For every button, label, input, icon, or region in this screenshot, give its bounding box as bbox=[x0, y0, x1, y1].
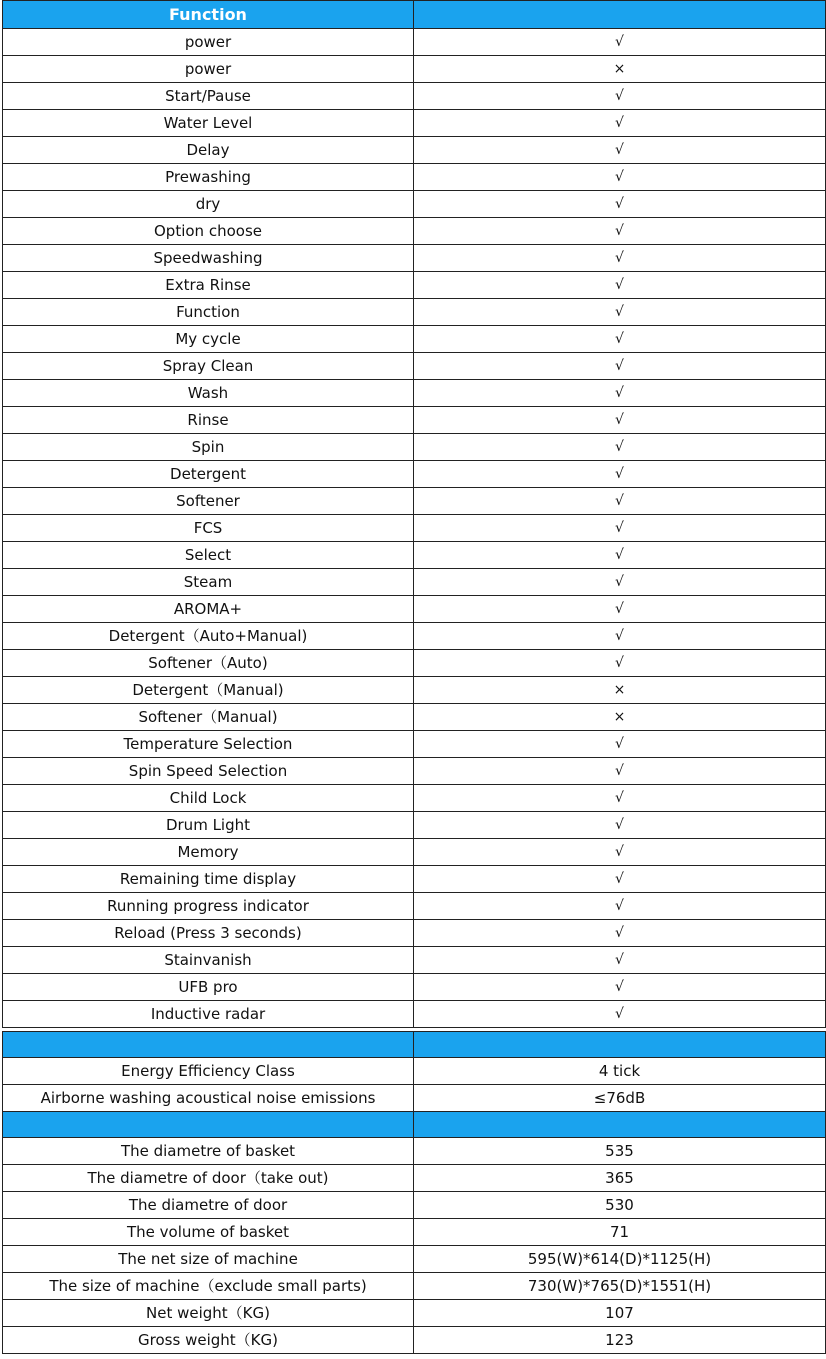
spec-value: √ bbox=[414, 272, 826, 299]
dimension-row bbox=[3, 1246, 826, 1273]
spec-value: 530 bbox=[414, 1192, 826, 1219]
spec-value: 123 bbox=[414, 1327, 826, 1354]
spec-value: √ bbox=[414, 488, 826, 515]
energy-header-row-cell bbox=[414, 1032, 826, 1058]
function-row bbox=[3, 164, 826, 191]
spec-label: Spin Speed Selection bbox=[3, 758, 414, 785]
function-header-label: Function bbox=[3, 1, 414, 29]
spec-label: Detergent（Auto+Manual) bbox=[3, 623, 414, 650]
energy-header-row-cell bbox=[3, 1032, 414, 1058]
spec-label: Speedwashing bbox=[3, 245, 414, 272]
dimension-row bbox=[3, 1138, 826, 1165]
spec-value: √ bbox=[414, 866, 826, 893]
spec-value: √ bbox=[414, 623, 826, 650]
function-row bbox=[3, 461, 826, 488]
spec-value: √ bbox=[414, 218, 826, 245]
spec-value: √ bbox=[414, 407, 826, 434]
function-row bbox=[3, 704, 826, 731]
spec-label: Reload (Press 3 seconds) bbox=[3, 920, 414, 947]
spec-label: Airborne washing acoustical noise emissions bbox=[3, 1085, 414, 1112]
spec-table-body bbox=[3, 1, 826, 1354]
spec-label: Detergent（Manual) bbox=[3, 677, 414, 704]
spec-label: Detergent bbox=[3, 461, 414, 488]
spec-value: √ bbox=[414, 353, 826, 380]
spec-value: 365 bbox=[414, 1165, 826, 1192]
spec-label: Extra Rinse bbox=[3, 272, 414, 299]
spec-value: √ bbox=[414, 83, 826, 110]
spec-label: Energy Efficiency Class bbox=[3, 1058, 414, 1085]
spec-value: √ bbox=[414, 596, 826, 623]
spec-value: √ bbox=[414, 29, 826, 56]
spec-label: UFB pro bbox=[3, 974, 414, 1001]
spec-label: Steam bbox=[3, 569, 414, 596]
spec-value: √ bbox=[414, 137, 826, 164]
function-row bbox=[3, 83, 826, 110]
function-row bbox=[3, 191, 826, 218]
function-row bbox=[3, 137, 826, 164]
spec-value: √ bbox=[414, 974, 826, 1001]
spec-value: √ bbox=[414, 812, 826, 839]
function-row bbox=[3, 29, 826, 56]
spec-value: √ bbox=[414, 326, 826, 353]
spec-label: Gross weight（KG) bbox=[3, 1327, 414, 1354]
dimension-row bbox=[3, 1300, 826, 1327]
dimension-row bbox=[3, 1192, 826, 1219]
energy-row bbox=[3, 1085, 826, 1112]
spec-value: √ bbox=[414, 569, 826, 596]
spec-value: √ bbox=[414, 542, 826, 569]
spec-value: √ bbox=[414, 299, 826, 326]
spec-value: √ bbox=[414, 515, 826, 542]
spec-value: 595(W)*614(D)*1125(H) bbox=[414, 1246, 826, 1273]
function-row bbox=[3, 758, 826, 785]
spec-value: √ bbox=[414, 1001, 826, 1028]
function-header-row bbox=[3, 1, 826, 29]
spec-label: The diametre of basket bbox=[3, 1138, 414, 1165]
spec-value: ≤76dB bbox=[414, 1085, 826, 1112]
spec-label: Spray Clean bbox=[3, 353, 414, 380]
spec-value: √ bbox=[414, 893, 826, 920]
spec-label: Net weight（KG) bbox=[3, 1300, 414, 1327]
spec-value: × bbox=[414, 677, 826, 704]
spec-label: Stainvanish bbox=[3, 947, 414, 974]
spec-label: Wash bbox=[3, 380, 414, 407]
function-row bbox=[3, 299, 826, 326]
spec-label: The volume of basket bbox=[3, 1219, 414, 1246]
spec-label: Softener（Auto) bbox=[3, 650, 414, 677]
function-row bbox=[3, 569, 826, 596]
spec-label: Select bbox=[3, 542, 414, 569]
function-row bbox=[3, 542, 826, 569]
function-row bbox=[3, 866, 826, 893]
spec-value: × bbox=[414, 704, 826, 731]
spec-label: Spin bbox=[3, 434, 414, 461]
spec-label: Start/Pause bbox=[3, 83, 414, 110]
spec-value: 4 tick bbox=[414, 1058, 826, 1085]
spec-value: √ bbox=[414, 758, 826, 785]
spec-value: √ bbox=[414, 245, 826, 272]
spec-value: √ bbox=[414, 947, 826, 974]
spec-value: 535 bbox=[414, 1138, 826, 1165]
function-row bbox=[3, 677, 826, 704]
function-row bbox=[3, 785, 826, 812]
spec-label: dry bbox=[3, 191, 414, 218]
function-row bbox=[3, 812, 826, 839]
spec-label: Delay bbox=[3, 137, 414, 164]
spec-value: √ bbox=[414, 164, 826, 191]
function-row bbox=[3, 380, 826, 407]
spec-label: Child Lock bbox=[3, 785, 414, 812]
function-row bbox=[3, 731, 826, 758]
spec-value: 71 bbox=[414, 1219, 826, 1246]
spec-value: 730(W)*765(D)*1551(H) bbox=[414, 1273, 826, 1300]
spec-label: My cycle bbox=[3, 326, 414, 353]
function-row bbox=[3, 326, 826, 353]
dimensions-header-row-cell bbox=[3, 1112, 414, 1138]
spec-label: Inductive radar bbox=[3, 1001, 414, 1028]
function-row bbox=[3, 245, 826, 272]
function-row bbox=[3, 839, 826, 866]
spec-value: √ bbox=[414, 785, 826, 812]
dimension-row bbox=[3, 1165, 826, 1192]
function-row bbox=[3, 110, 826, 137]
spec-label: Water Level bbox=[3, 110, 414, 137]
dimensions-header-row-cell bbox=[414, 1112, 826, 1138]
spec-value: √ bbox=[414, 191, 826, 218]
spec-label: The net size of machine bbox=[3, 1246, 414, 1273]
spec-label: Prewashing bbox=[3, 164, 414, 191]
dimension-row bbox=[3, 1273, 826, 1300]
spec-label: Running progress indicator bbox=[3, 893, 414, 920]
spec-value: 107 bbox=[414, 1300, 826, 1327]
spec-label: FCS bbox=[3, 515, 414, 542]
function-row bbox=[3, 947, 826, 974]
spec-label: power bbox=[3, 29, 414, 56]
function-row bbox=[3, 218, 826, 245]
function-row bbox=[3, 407, 826, 434]
spec-value: × bbox=[414, 56, 826, 83]
spec-value: √ bbox=[414, 380, 826, 407]
dimension-row bbox=[3, 1327, 826, 1354]
function-row bbox=[3, 434, 826, 461]
spec-label: Remaining time display bbox=[3, 866, 414, 893]
spec-label: Memory bbox=[3, 839, 414, 866]
spec-value: √ bbox=[414, 839, 826, 866]
function-row bbox=[3, 650, 826, 677]
spec-value: √ bbox=[414, 461, 826, 488]
spec-value: √ bbox=[414, 920, 826, 947]
energy-row bbox=[3, 1058, 826, 1085]
function-row bbox=[3, 596, 826, 623]
spec-value: √ bbox=[414, 110, 826, 137]
function-row bbox=[3, 920, 826, 947]
dimension-row bbox=[3, 1219, 826, 1246]
spec-label: Option choose bbox=[3, 218, 414, 245]
spec-label: The diametre of door（take out) bbox=[3, 1165, 414, 1192]
spec-label: Temperature Selection bbox=[3, 731, 414, 758]
function-row bbox=[3, 1001, 826, 1028]
spec-label: Softener bbox=[3, 488, 414, 515]
spec-label: Drum Light bbox=[3, 812, 414, 839]
spec-value: √ bbox=[414, 731, 826, 758]
function-row bbox=[3, 488, 826, 515]
spec-value: √ bbox=[414, 650, 826, 677]
spec-label: Softener（Manual) bbox=[3, 704, 414, 731]
spec-label: The diametre of door bbox=[3, 1192, 414, 1219]
energy-header-row bbox=[3, 1032, 826, 1058]
dimensions-header-row bbox=[3, 1112, 826, 1138]
spec-label: Function bbox=[3, 299, 414, 326]
function-row bbox=[3, 272, 826, 299]
spec-label: The size of machine（exclude small parts) bbox=[3, 1273, 414, 1300]
spec-label: power bbox=[3, 56, 414, 83]
function-row bbox=[3, 893, 826, 920]
function-row bbox=[3, 353, 826, 380]
function-row bbox=[3, 974, 826, 1001]
function-row bbox=[3, 623, 826, 650]
function-row bbox=[3, 56, 826, 83]
spec-value: √ bbox=[414, 434, 826, 461]
spec-label: Rinse bbox=[3, 407, 414, 434]
function-header-value bbox=[414, 1, 826, 29]
spec-table bbox=[2, 0, 826, 1354]
spec-label: AROMA+ bbox=[3, 596, 414, 623]
function-row bbox=[3, 515, 826, 542]
